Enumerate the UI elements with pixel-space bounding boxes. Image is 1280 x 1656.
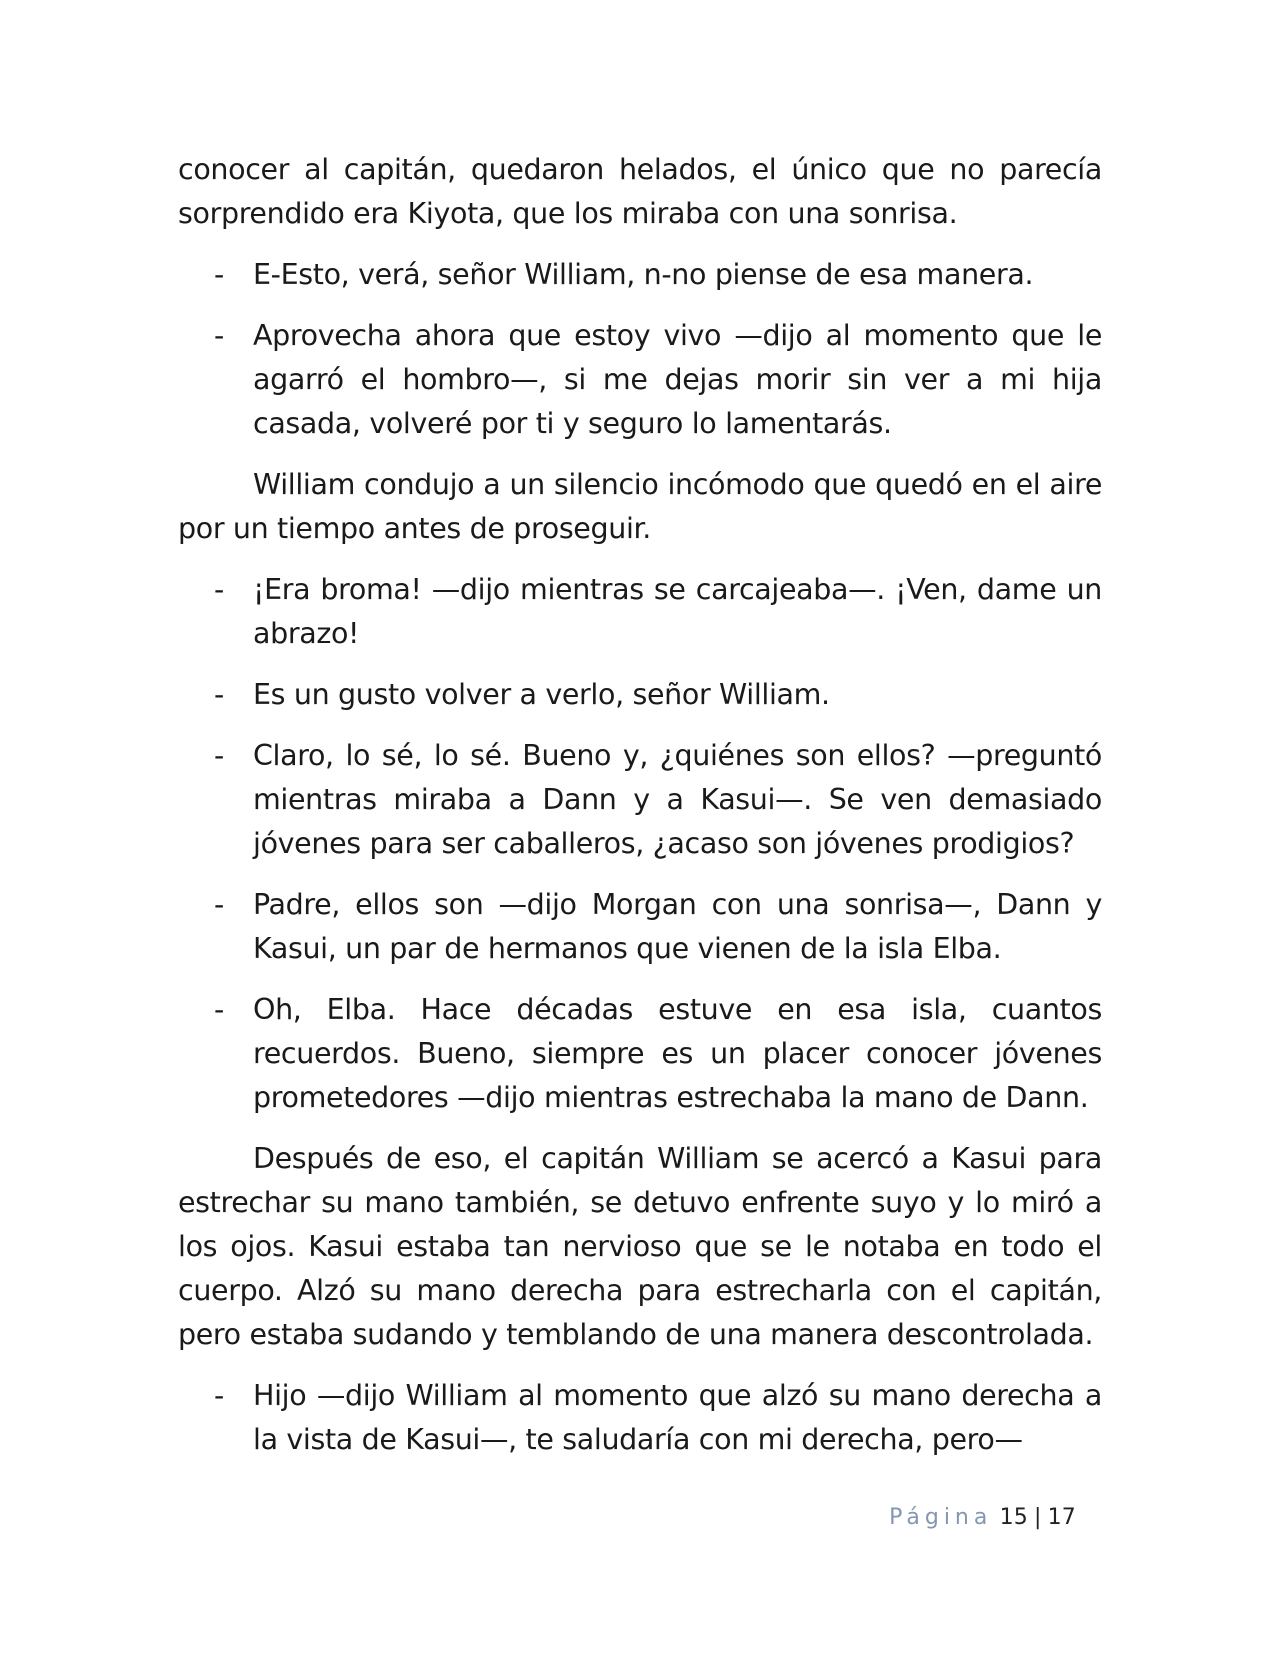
- dialogue-text: E-Esto, verá, señor William, n-no piense de esa manera.: [253, 258, 1034, 291]
- dialogue-text: Hijo —dijo William al momento que alzó su mano derecha a la vista de Kasui—, te saludaría con mi derecha, pero—: [253, 1379, 1102, 1456]
- document-body: [178, 148, 1102, 1479]
- page-separator: |: [1033, 1505, 1042, 1530]
- dialogue-dash: -: [214, 573, 224, 606]
- dialogue-text: Aprovecha ahora que estoy vivo —dijo al momento que le agarró el hombro—, si me dejas morir sin ver a mi hija casada, volveré por ti y seguro lo lamentarás.: [253, 319, 1102, 440]
- dialogue-line: [178, 1374, 1102, 1462]
- dialogue-dash: -: [214, 993, 224, 1026]
- dialogue-line: [178, 673, 1102, 717]
- dialogue-line: [178, 568, 1102, 656]
- paragraph: conocer al capitán, quedaron helados, el único que no parecía sorprendido era Kiyota, que los miraba con una sonrisa.: [178, 153, 1102, 230]
- total-page-count: 17: [1047, 1505, 1076, 1530]
- dialogue-dash: -: [214, 678, 224, 711]
- dialogue-dash: -: [214, 319, 224, 352]
- page-footer: [889, 1505, 1076, 1530]
- dialogue-line: [178, 988, 1102, 1120]
- dialogue-dash: -: [214, 1379, 224, 1412]
- dialogue-text: Padre, ellos son —dijo Morgan con una sonrisa—, Dann y Kasui, un par de hermanos que vienen de la isla Elba.: [253, 888, 1102, 965]
- dialogue-text: Oh, Elba. Hace décadas estuve en esa isla, cuantos recuerdos. Bueno, siempre es un placer conocer jóvenes prometedores —dijo mientras estrechaba la mano de Dann.: [253, 993, 1102, 1114]
- dialogue-text: Es un gusto volver a verlo, señor William.: [253, 678, 830, 711]
- dialogue-text: Claro, lo sé, lo sé. Bueno y, ¿quiénes son ellos? —preguntó mientras miraba a Dann y a Kasui—. Se ven demasiado jóvenes para ser caballeros, ¿acaso son jóvenes prodigios?: [253, 739, 1102, 860]
- paragraph: William condujo a un silencio incómodo que quedó en el aire por un tiempo antes de proseguir.: [178, 468, 1102, 545]
- current-page-number: 15: [999, 1505, 1028, 1530]
- dialogue-line: [178, 253, 1102, 297]
- dialogue-dash: -: [214, 258, 224, 291]
- dialogue-line: [178, 314, 1102, 446]
- paragraph: Después de eso, el capitán William se acercó a Kasui para estrechar su mano también, se detuvo enfrente suyo y lo miró a los ojos. Kasui estaba tan nervioso que se le notaba en todo el cuerpo. Alzó su mano derecha para estrecharla con el capitán, pero estaba sudando y temblando de una manera descontrolada.: [178, 1142, 1102, 1351]
- dialogue-dash: -: [214, 888, 224, 921]
- dialogue-dash: -: [214, 739, 224, 772]
- dialogue-line: [178, 883, 1102, 971]
- page-label: Página: [889, 1505, 993, 1530]
- dialogue-text: ¡Era broma! —dijo mientras se carcajeaba—. ¡Ven, dame un abrazo!: [253, 573, 1102, 650]
- dialogue-line: [178, 734, 1102, 866]
